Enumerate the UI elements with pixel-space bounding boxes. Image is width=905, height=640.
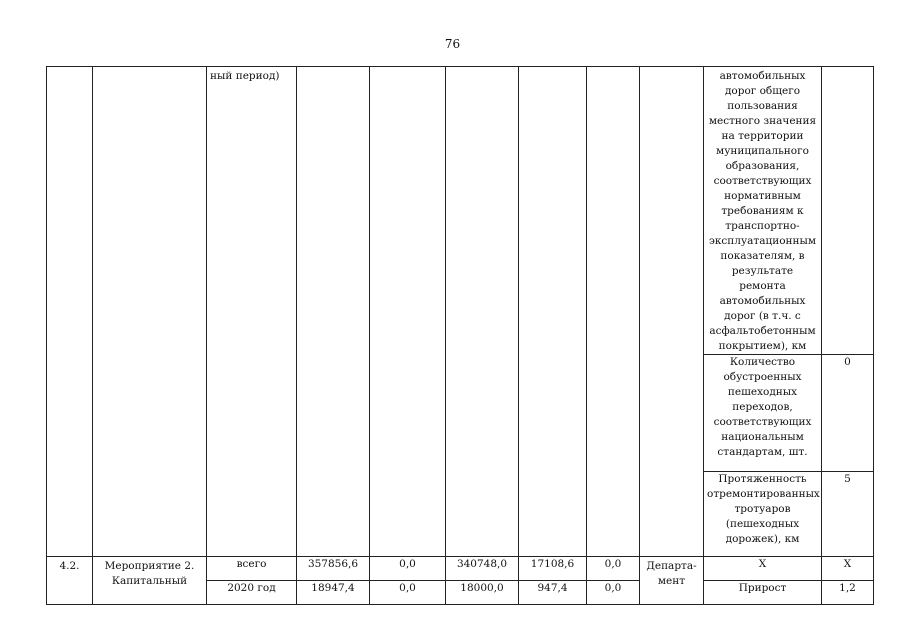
regional-cell: 18000,0 <box>446 581 519 605</box>
local-cell: 17108,6 <box>519 557 587 581</box>
page-number: 76 <box>444 37 461 51</box>
indicator-value-cell: Х <box>822 557 874 581</box>
period-cell: всего <box>207 557 297 581</box>
measure-cell: Мероприятие 2. Капитальный <box>93 557 207 605</box>
indicator-value-cell: 0 <box>822 355 874 472</box>
number-cell <box>47 67 93 557</box>
federal-cell: 0,0 <box>370 581 446 605</box>
program-table <box>46 66 874 605</box>
federal-cell <box>370 67 446 557</box>
executor-cell: Департа- мент <box>640 557 704 605</box>
total-cell <box>297 67 370 557</box>
indicator-value-cell <box>822 67 874 355</box>
period-cell: ный период) <box>207 67 297 557</box>
local-cell <box>519 67 587 557</box>
indicator-value-cell: 5 <box>822 472 874 557</box>
total-cell: 357856,6 <box>297 557 370 581</box>
regional-cell <box>446 67 519 557</box>
executor-cell <box>640 67 704 557</box>
indicator-value-cell: 1,2 <box>822 581 874 605</box>
period-cell: 2020 год <box>207 581 297 605</box>
regional-cell: 340748,0 <box>446 557 519 581</box>
measure-cell <box>93 67 207 557</box>
indicator-name-cell: Прирост <box>704 581 822 605</box>
indicator-name-cell: автомобильных дорог общего пользования местного значения на территории муниципального образования, соответствующих нормативным требованиям к транспортно-эксплуатационным показателям, в результате ремонта автомобильных дорог (в т.ч. с асфальтобетонным покрытием), км <box>704 67 822 355</box>
local-cell: 947,4 <box>519 581 587 605</box>
table-row <box>47 67 874 355</box>
number-cell: 4.2. <box>47 557 93 605</box>
other-cell <box>587 67 640 557</box>
indicator-name-cell: Протяженность отремонтированных тротуаров (пешеходных дорожек), км <box>704 472 822 557</box>
indicator-name-cell: Количество обустроенных пешеходных переходов, соответствующих национальным стандартам, шт. <box>704 355 822 472</box>
federal-cell: 0,0 <box>370 557 446 581</box>
table-row <box>47 557 874 581</box>
other-cell: 0,0 <box>587 557 640 581</box>
indicator-name-cell: Х <box>704 557 822 581</box>
other-cell: 0,0 <box>587 581 640 605</box>
total-cell: 18947,4 <box>297 581 370 605</box>
